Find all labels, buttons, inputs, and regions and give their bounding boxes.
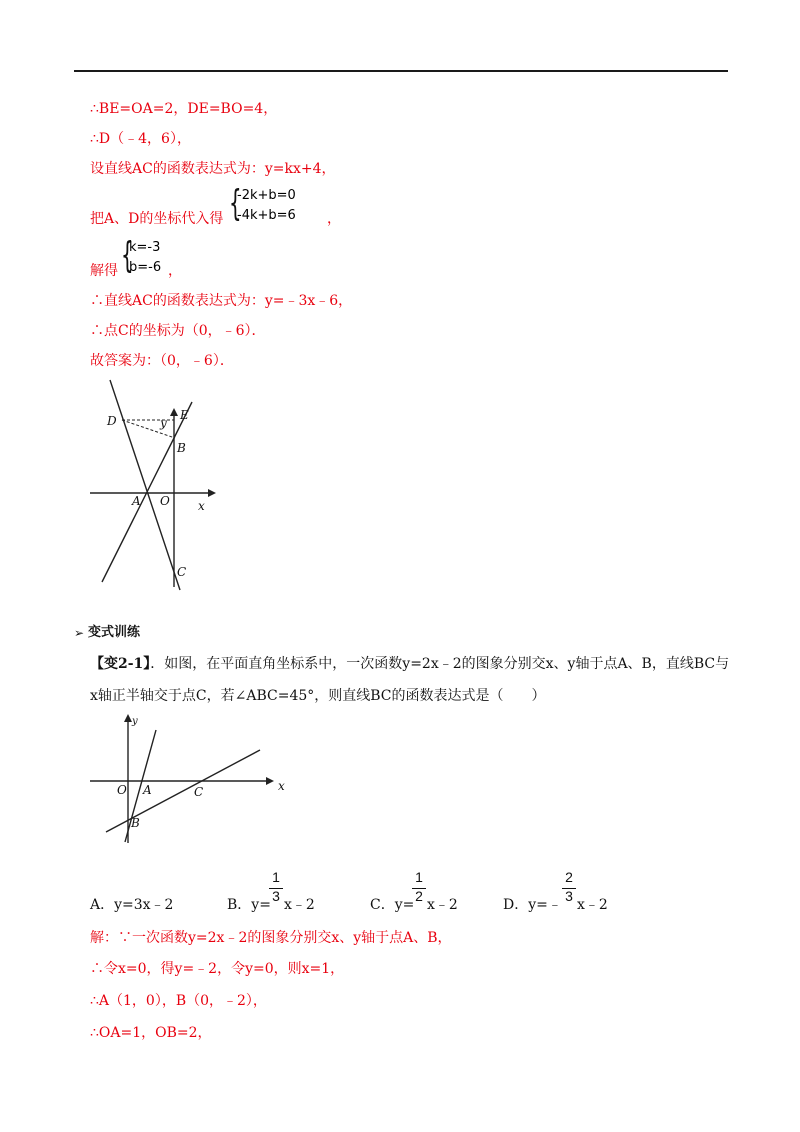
equation-system-2 bbox=[129, 238, 161, 278]
problem-tag: 【变2-1】 bbox=[90, 656, 151, 672]
option-a: A．y=3x﹣2 bbox=[90, 897, 174, 913]
label-e: E bbox=[180, 408, 189, 422]
solution-line-2: ∴D（﹣4，6）， bbox=[90, 131, 191, 147]
solution2-line-2: ∴令x=0，得y=﹣2，令y=0，则x=1， bbox=[90, 961, 345, 977]
dashed-db bbox=[122, 420, 175, 438]
option-b-denominator: 3 bbox=[269, 888, 283, 904]
option-d-suffix: x﹣2 bbox=[577, 897, 608, 913]
option-d-fraction bbox=[562, 870, 576, 904]
equation-2b: b=-6 bbox=[129, 260, 162, 275]
equation-1a: -2k+b=0 bbox=[237, 188, 296, 203]
label-y: y bbox=[160, 416, 167, 430]
label-a: A bbox=[143, 783, 152, 797]
label-a: A bbox=[132, 494, 141, 508]
option-d-numerator: 2 bbox=[565, 869, 573, 885]
solution-line-6: ∴直线AC的函数表达式为：y=﹣3x﹣6， bbox=[90, 293, 353, 309]
comma-2: ， bbox=[168, 263, 182, 279]
problem-line-1 bbox=[90, 655, 729, 673]
option-c-suffix: x﹣2 bbox=[427, 897, 458, 913]
system-brace: { bbox=[229, 183, 242, 224]
line-bc bbox=[106, 750, 260, 832]
label-x: x bbox=[198, 499, 205, 513]
section-arrow: ➢ bbox=[74, 626, 85, 640]
option-b-numerator: 1 bbox=[272, 869, 280, 885]
option-d-prefix: D．y=﹣ bbox=[503, 897, 562, 913]
y-axis-arrow bbox=[124, 714, 132, 722]
option-c-prefix: C．y= bbox=[370, 897, 415, 913]
option-c-fraction bbox=[412, 870, 426, 904]
solution-line-4-prefix: 把A、D的坐标代入得 bbox=[90, 211, 224, 227]
label-y: y bbox=[132, 716, 138, 727]
label-x: x bbox=[278, 779, 285, 793]
label-o: O bbox=[117, 783, 127, 797]
solution2-line-1: 解：∵一次函数y=2x﹣2的图象分别交x、y轴于点A、B， bbox=[90, 930, 452, 946]
problem-text-2: x轴正半轴交于点C，若∠ABC=45°，则直线BC的函数表达式是（ ） bbox=[90, 688, 546, 704]
solution-line-5-prefix: 解得 bbox=[90, 263, 118, 279]
section-title: 变式训练 bbox=[88, 625, 141, 640]
label-d: D bbox=[107, 414, 117, 428]
solution-line-1: ∴BE=OA=2，DE=BO=4， bbox=[90, 101, 278, 117]
equation-1b: -4k+b=6 bbox=[237, 208, 296, 223]
comma-1: ， bbox=[327, 211, 341, 227]
solution-line-7: ∴点C的坐标为（0，﹣6）． bbox=[90, 323, 266, 339]
option-b-fraction bbox=[269, 870, 283, 904]
figure-2 bbox=[88, 708, 298, 848]
problem-text-1: ．如图，在平面直角坐标系中，一次函数y=2x﹣2的图象分别交x、y轴于点A、B，直线BC与 bbox=[150, 656, 730, 672]
x-axis-arrow bbox=[208, 489, 216, 497]
x-axis-arrow bbox=[266, 777, 274, 785]
label-b: B bbox=[131, 816, 140, 830]
equation-2a: k=-3 bbox=[129, 240, 161, 255]
solution2-line-4: ∴OA=1，OB=2， bbox=[90, 1025, 212, 1041]
option-c-denominator: 2 bbox=[412, 888, 426, 904]
solution-line-3: 设直线AC的函数表达式为：y=kx+4， bbox=[90, 161, 336, 177]
equation-system-1 bbox=[237, 186, 296, 226]
option-d-denominator: 3 bbox=[562, 888, 576, 904]
option-b-prefix: B．y= bbox=[227, 897, 271, 913]
solution2-line-3: ∴A（1，0），B（0，﹣2）， bbox=[90, 993, 267, 1009]
solution-line-8: 故答案为：（0，﹣6）． bbox=[90, 353, 234, 369]
line-ad bbox=[110, 380, 180, 590]
system-brace: { bbox=[121, 235, 134, 276]
option-b-suffix: x﹣2 bbox=[284, 897, 315, 913]
label-o: O bbox=[160, 494, 170, 508]
option-c-numerator: 1 bbox=[415, 869, 423, 885]
label-b: B bbox=[177, 441, 186, 455]
header-rule bbox=[74, 70, 728, 72]
figure-1 bbox=[80, 372, 230, 597]
label-c: C bbox=[194, 785, 204, 799]
label-c: C bbox=[177, 565, 187, 579]
y-axis-arrow bbox=[170, 408, 178, 416]
